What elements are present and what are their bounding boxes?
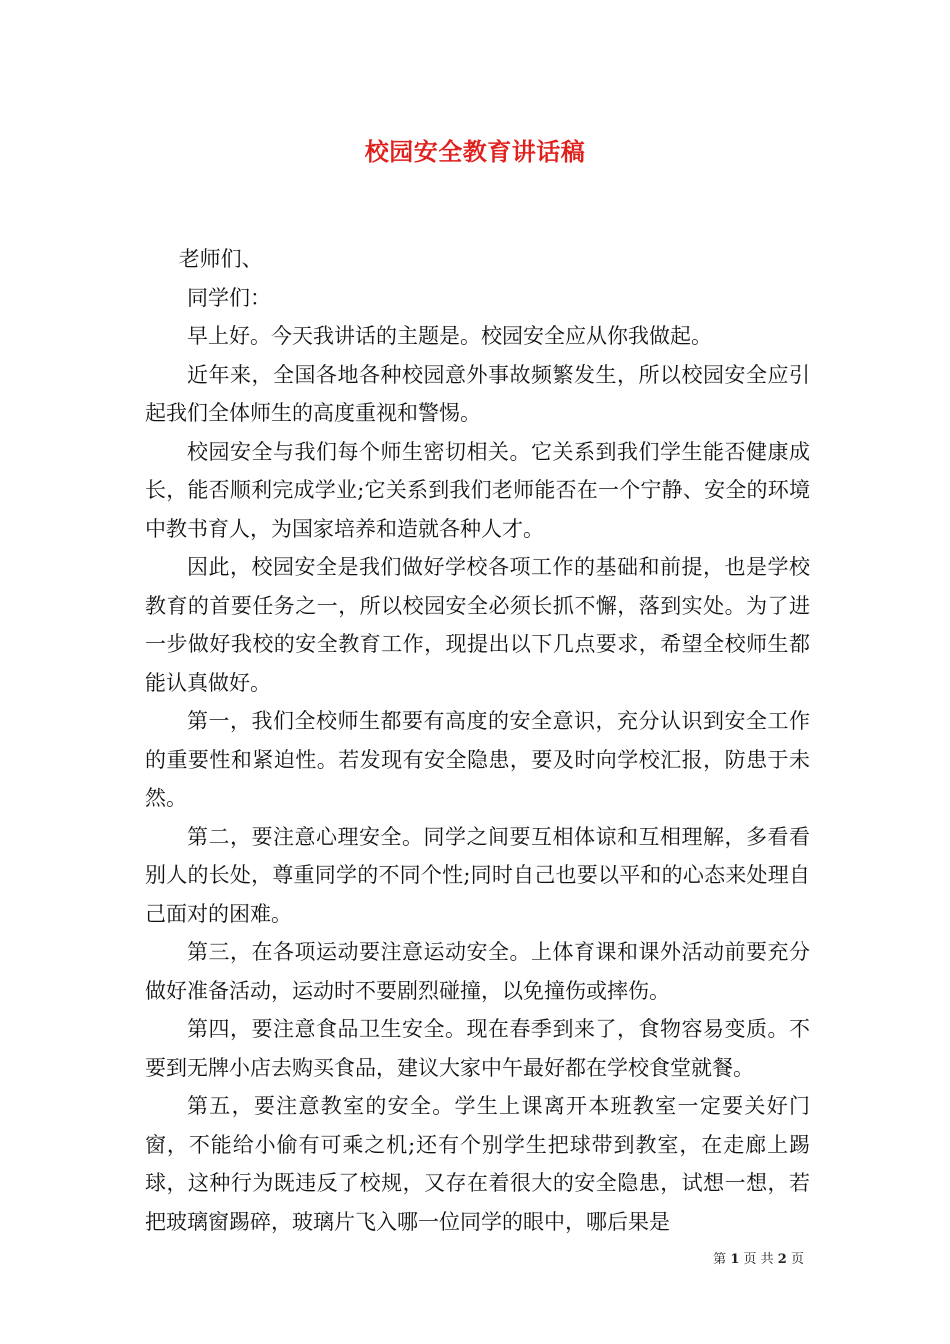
footer-suffix: 页 xyxy=(790,1252,804,1267)
salutation-students: 同学们： xyxy=(187,285,271,310)
footer-middle: 页 共 xyxy=(743,1252,774,1267)
paragraph: 近年来，全国各地各种校园意外事故频繁发生，所以校园安全应引起我们全体师生的高度重视和警惕。 xyxy=(145,362,810,425)
paragraph: 第二，要注意心理安全。同学之间要互相体谅和互相理解，多看看别人的长处，尊重同学的不同个性;同时自己也要以平和的心态来处理自己面对的困难。 xyxy=(145,824,810,926)
document-title: 校园安全教育讲话稿 xyxy=(364,137,586,166)
paragraph: 第一，我们全校师生都要有高度的安全意识，充分认识到安全工作的重要性和紧迫性。若发现有安全隐患，要及时向学校汇报，防患于未然。 xyxy=(145,709,810,810)
paragraph-greeting: 早上好。今天我讲话的主题是。校园安全应从你我做起。 xyxy=(187,324,712,348)
page-number-footer xyxy=(713,1248,804,1267)
total-pages-number: 2 xyxy=(777,1252,787,1267)
document-body xyxy=(145,240,810,1241)
paragraph: 第三，在各项运动要注意运动安全。上体育课和课外活动前要充分做好准备活动，运动时不要剧烈碰撞，以免撞伤或摔伤。 xyxy=(145,940,810,1003)
footer-prefix: 第 xyxy=(713,1252,727,1267)
paragraph: 第五，要注意教室的安全。学生上课离开本班教室一定要关好门窗，不能给小偷有可乘之机;还有个别学生把球带到教室，在走廊上踢球，这种行为既违反了校规，又存在着很大的安全隐患，试想一想，若把玻璃窗踢碎，玻璃片飞入哪一位同学的眼中，哪后果是 xyxy=(145,1094,810,1234)
salutation-teachers: 老师们、 xyxy=(178,247,263,271)
current-page-number: 1 xyxy=(730,1252,740,1267)
paragraph: 因此，校园安全是我们做好学校各项工作的基础和前提，也是学校教育的首要任务之一，所以校园安全必须长抓不懈，落到实处。为了进一步做好我校的安全教育工作，现提出以下几点要求，希望全校师生都能认真做好。 xyxy=(145,555,810,695)
paragraph: 校园安全与我们每个师生密切相关。它关系到我们学生能否健康成长，能否顺利完成学业;它关系到我们老师能否在一个宁静、安全的环境中教书育人，为国家培养和造就各种人才。 xyxy=(145,439,810,541)
paragraph: 第四，要注意食品卫生安全。现在春季到来了，食物容易变质。不要到无牌小店去购买食品，建议大家中午最好都在学校食堂就餐。 xyxy=(145,1017,810,1080)
